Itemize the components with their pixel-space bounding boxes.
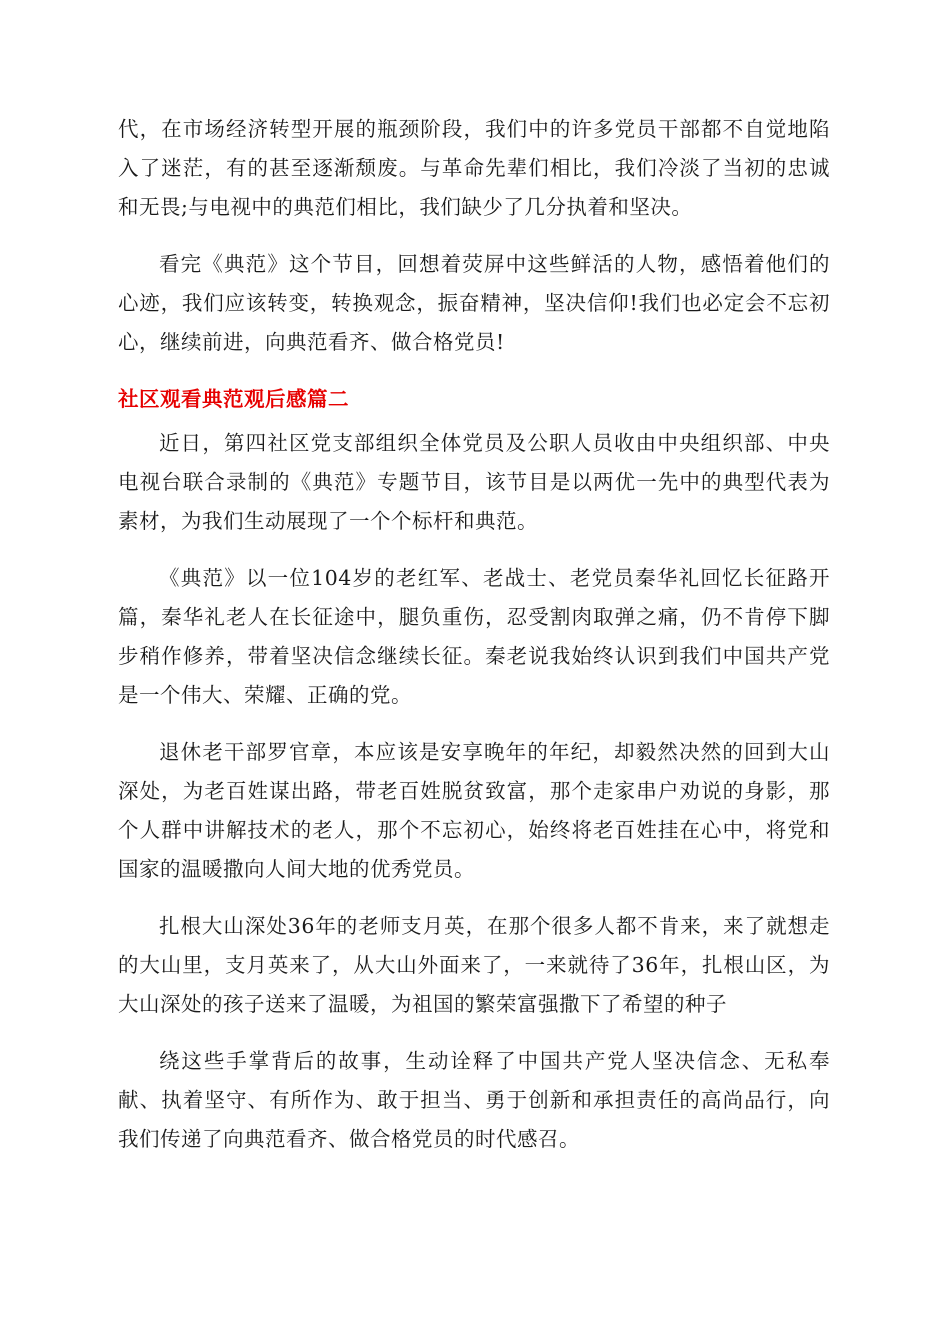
section-heading: 社区观看典范观后感篇二 — [118, 387, 349, 411]
paragraph: 《典范》以一位104岁的老红军、老战士、老党员秦华礼回忆长征路开篇，秦华礼老人在长征途中，腿负重伤，忍受割肉取弹之痛，仍不肯停下脚步稍作修养，带着坚决信念继续长征。秦老说我始终认识到我们中国共产党是一个伟大、荣耀、正确的党。 — [118, 566, 830, 707]
paragraph: 近日，第四社区党支部组织全体党员及公职人员收由中央组织部、中央电视台联合录制的《典范》专题节目，该节目是以两优一先中的典型代表为素材，为我们生动展现了一个个标杆和典范。 — [118, 431, 830, 533]
paragraph: 退休老干部罗官章，本应该是安享晚年的年纪，却毅然决然的回到大山深处，为老百姓谋出路，带老百姓脱贫致富，那个走家串户劝说的身影，那个人群中讲解技术的老人，那个不忘初心，始终将老百姓挂在心中，将党和国家的温暖撒向人间大地的优秀党员。 — [118, 740, 830, 881]
paragraph: 看完《典范》这个节目，回想着荧屏中这些鲜活的人物，感悟着他们的心迹，我们应该转变，转换观念，振奋精神，坚决信仰!我们也必定会不忘初心，继续前进，向典范看齐、做合格党员! — [118, 252, 830, 354]
document-page — [118, 110, 830, 1177]
paragraph-continued: 代，在市场经济转型开展的瓶颈阶段，我们中的许多党员干部都不自觉地陷入了迷茫，有的甚至逐渐颓废。与革命先辈们相比，我们冷淡了当初的忠诚和无畏;与电视中的典范们相比，我们缺少了几分执着和坚决。 — [118, 117, 830, 219]
paragraph: 扎根大山深处36年的老师支月英，在那个很多人都不肯来，来了就想走的大山里，支月英来了，从大山外面来了，一来就待了36年，扎根山区，为大山深处的孩子送来了温暖，为祖国的繁荣富强撒下了希望的种子 — [118, 914, 830, 1016]
paragraph: 绕这些手掌背后的故事，生动诠释了中国共产党人坚决信念、无私奉献、执着坚守、有所作为、敢于担当、勇于创新和承担责任的高尚品行，向我们传递了向典范看齐、做合格党员的时代感召。 — [118, 1049, 830, 1151]
